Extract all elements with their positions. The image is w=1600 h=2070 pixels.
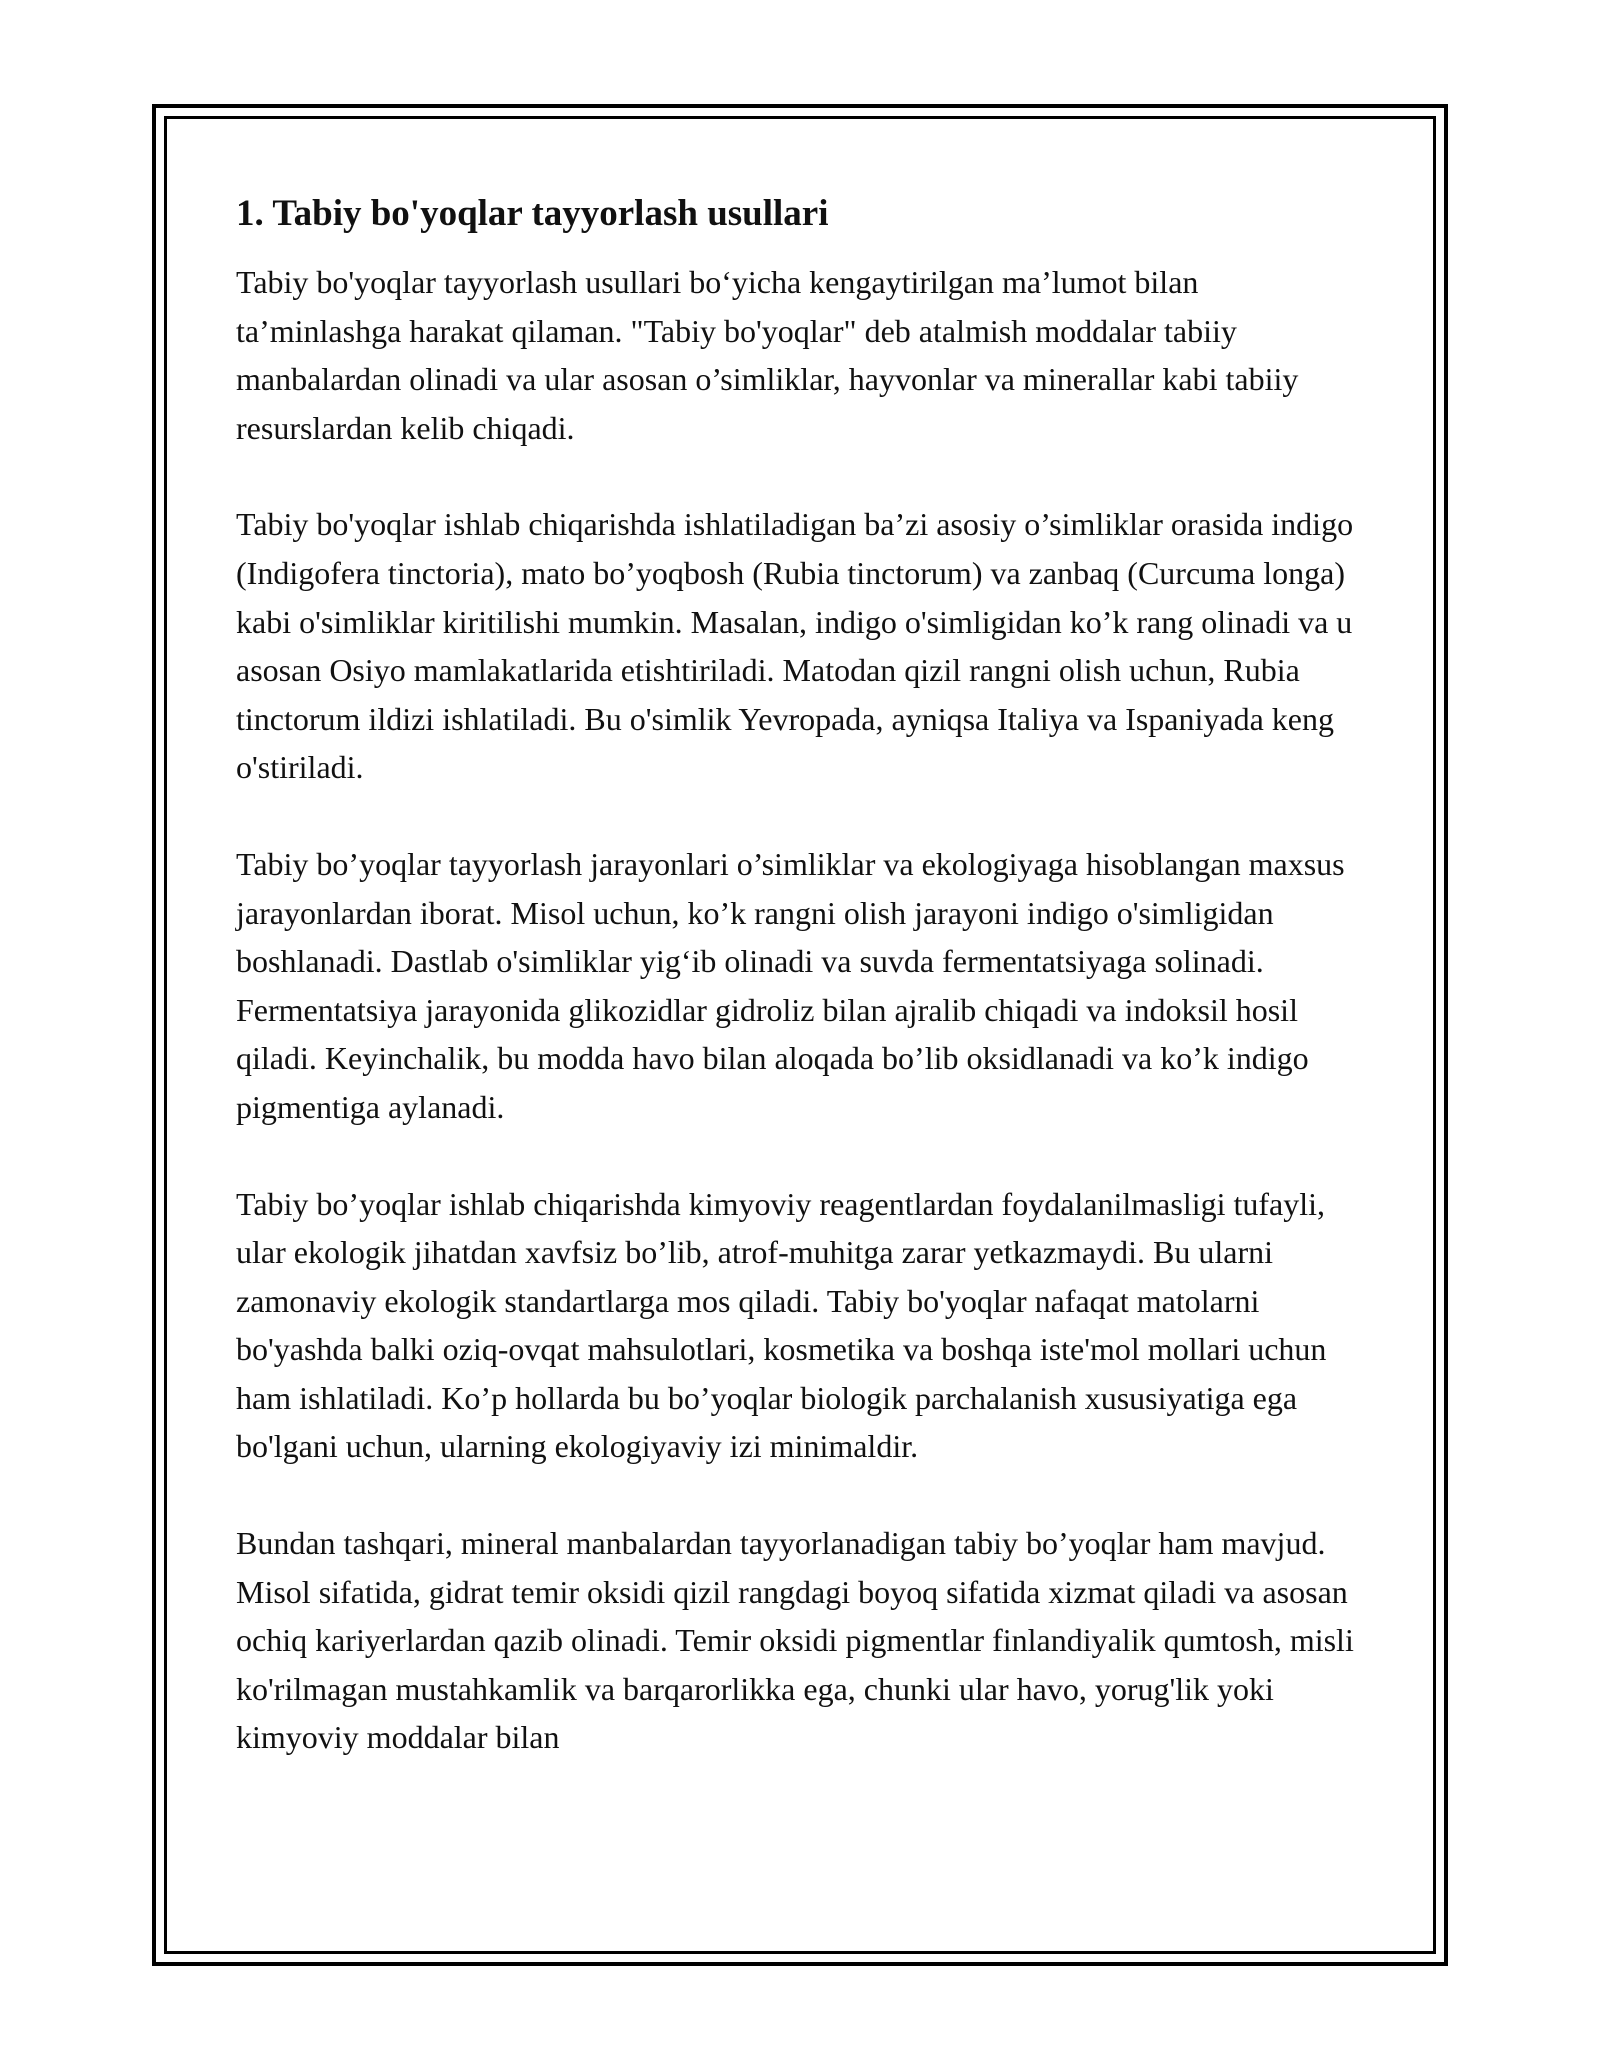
paragraph-2: Tabiy bo'yoqlar ishlab chiqarishda ishlatiladigan ba’zi asosiy o’simliklar orasida indigo (Indigofera tinctoria), mato bo’yoqbosh (Rubia tinctorum) va zanbaq (Curcuma longa) kabi o'simliklar kiritilishi mumkin. Masalan, indigo o'simligidan ko’k rang olinadi va u asosan Osiyo mamlakatlarida etishtiriladi. Matodan qizil rangni olish uchun, Rubia tinctorum ildizi ishlatiladi. Bu o'simlik Yevropada, ayniqsa Italiya va Ispaniyada keng o'stiriladi.: [236, 506, 1354, 786]
paragraph-5: Bundan tashqari, mineral manbalardan tayyorlanadigan tabiy bo’yoqlar ham mavjud. Misol sifatida, gidrat temir oksidi qizil rangdagi boyoq sifatida xizmat qiladi va asosan ochiq kariyerlardan qazib olinadi. Temir oksidi pigmentlar finlandiyalik qumtosh, misli ko'rilmagan mustahkamlik va barqarorlikka ega, chunki ular havo, yorug'lik yoki kimyoviy moddalar bilan: [236, 1525, 1354, 1756]
section-heading: 1. Tabiy bo'yoqlar tayyorlash usullari: [236, 193, 829, 234]
paragraph-4: Tabiy bo’yoqlar ishlab chiqarishda kimyoviy reagentlardan foydalanilmasligi tufayli, ular ekologik jihatdan xavfsiz bo’lib, atrof-muhitga zarar yetkazmaydi. Bu ularni zamonaviy ekologik standartlarga mos qiladi. Tabiy bo'yoqlar nafaqat matolarni bo'yashda balki oziq-ovqat mahsulotlari, kosmetika va boshqa iste'mol mollari uchun ham ishlatiladi. Ko’p hollarda bu bo’yoqlar biologik parchalanish xususiyatiga ega bo'lgani uchun, ularning ekologiyaviy izi minimaldir.: [236, 1185, 1327, 1465]
document-body: [236, 186, 1371, 1810]
paragraph-3: Tabiy bo’yoqlar tayyorlash jarayonlari o’simliklar va ekologiyaga hisoblangan maxsus jarayonlardan iborat. Misol uchun, ko’k rangni olish jarayoni indigo o'simligidan boshlanadi. Dastlab o'simliklar yig‘ib olinadi va suvda fermentatsiyaga solinadi. Fermentatsiya jarayonida glikozidlar gidroliz bilan ajralib chiqadi va indoksil hosil qiladi. Keyinchalik, bu modda havo bilan aloqada bo’lib oksidlanadi va ko’k indigo pigmentiga aylanadi.: [236, 845, 1345, 1125]
paragraph-1: Tabiy bo'yoqlar tayyorlash usullari bo‘yicha kengaytirilgan ma’lumot bilan ta’minlashga harakat qilaman. "Tabiy bo'yoqlar" deb atalmish moddalar tabiiy manbalardan olinadi va ular asosan o’simliklar, hayvonlar va minerallar kabi tabiiy resurslardan kelib chiqadi.: [236, 264, 1299, 446]
